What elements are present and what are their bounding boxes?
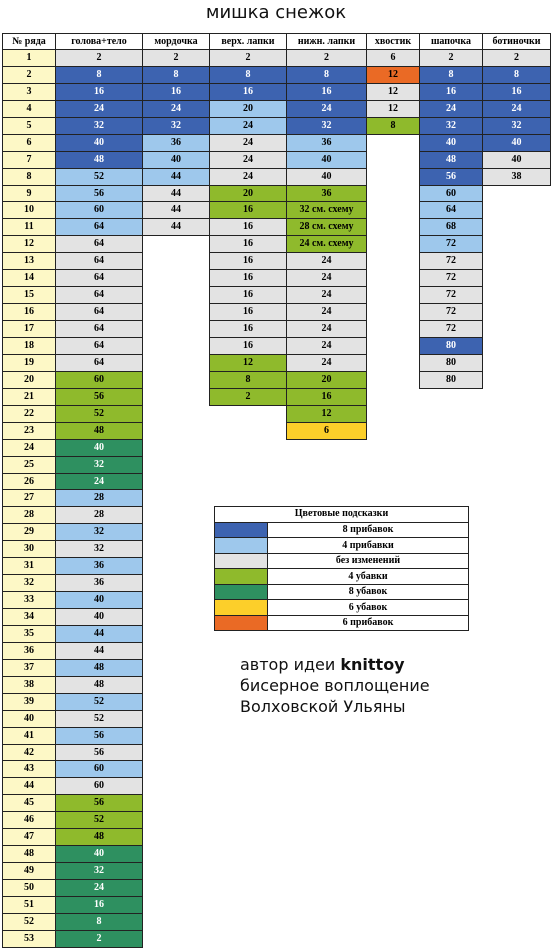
row-number: 52 — [2, 913, 56, 931]
stitch-cell: 24 — [286, 320, 367, 338]
stitch-cell: 16 — [209, 286, 287, 304]
row-number: 17 — [2, 320, 56, 338]
stitch-cell: 6 — [366, 49, 420, 67]
stitch-cell: 24 — [209, 117, 287, 135]
stitch-cell: 40 — [419, 134, 483, 152]
stitch-cell: 16 — [419, 83, 483, 101]
row-number: 20 — [2, 371, 56, 389]
row-number: 29 — [2, 523, 56, 541]
stitch-cell: 2 — [419, 49, 483, 67]
stitch-cell: 24 — [286, 100, 367, 118]
stitch-cell: 24 — [55, 100, 143, 118]
stitch-cell: 40 — [55, 845, 143, 863]
legend-title: Цветовые подсказки — [214, 506, 469, 523]
stitch-cell: 32 — [55, 523, 143, 541]
stitch-cell: 16 — [209, 235, 287, 253]
row-number: 31 — [2, 557, 56, 575]
row-number: 51 — [2, 896, 56, 914]
stitch-cell: 40 — [55, 439, 143, 457]
stitch-cell: 52 — [55, 693, 143, 711]
stitch-cell: 2 — [55, 49, 143, 67]
row-number: 1 — [2, 49, 56, 67]
row-number: 25 — [2, 456, 56, 474]
stitch-cell: 32 — [482, 117, 551, 135]
row-number: 28 — [2, 506, 56, 524]
stitch-cell: 36 — [142, 134, 210, 152]
row-number: 4 — [2, 100, 56, 118]
stitch-cell: 72 — [419, 320, 483, 338]
stitch-cell: 24 — [286, 303, 367, 321]
stitch-cell: 64 — [55, 354, 143, 372]
stitch-cell: 52 — [55, 710, 143, 728]
stitch-cell: 60 — [419, 185, 483, 202]
credit-line-3: Волховской Ульяны — [240, 697, 406, 716]
legend-label: 8 убавок — [267, 584, 469, 600]
row-number: 38 — [2, 676, 56, 694]
stitch-cell: 56 — [55, 388, 143, 406]
row-number: 21 — [2, 388, 56, 406]
stitch-cell: 44 — [142, 168, 210, 186]
stitch-cell: 44 — [55, 642, 143, 660]
stitch-cell: 8 — [482, 66, 551, 84]
stitch-cell: 8 — [419, 66, 483, 84]
stitch-cell: 12 — [366, 100, 420, 118]
legend-label: 8 прибавок — [267, 522, 469, 538]
row-number: 33 — [2, 591, 56, 609]
legend-swatch — [214, 537, 268, 554]
row-number: 26 — [2, 473, 56, 490]
stitch-cell: 28 — [55, 506, 143, 524]
stitch-cell: 24 — [209, 134, 287, 152]
stitch-cell: 2 — [209, 388, 287, 406]
stitch-cell: 24 — [419, 100, 483, 118]
stitch-cell: 24 — [209, 168, 287, 186]
stitch-cell: 48 — [55, 659, 143, 677]
stitch-cell: 40 — [55, 608, 143, 626]
stitch-cell: 6 — [286, 422, 367, 440]
stitch-cell: 40 — [482, 134, 551, 152]
stitch-cell: 24 — [209, 151, 287, 169]
stitch-cell: 24 — [286, 269, 367, 287]
stitch-cell: 44 — [142, 218, 210, 236]
stitch-cell: 8 — [286, 66, 367, 84]
stitch-cell: 80 — [419, 337, 483, 355]
legend-label: 4 прибавки — [267, 537, 469, 554]
stitch-cell: 44 — [142, 201, 210, 219]
stitch-cell: 16 — [209, 83, 287, 101]
stitch-cell: 24 см. схему — [286, 235, 367, 253]
row-number: 23 — [2, 422, 56, 440]
stitch-cell: 36 — [286, 185, 367, 202]
stitch-cell: 40 — [55, 134, 143, 152]
column-header: хвостик — [366, 33, 420, 50]
stitch-cell: 12 — [366, 83, 420, 101]
stitch-cell: 36 — [55, 574, 143, 592]
stitch-cell: 64 — [419, 201, 483, 219]
stitch-cell: 2 — [142, 49, 210, 67]
stitch-cell: 32 — [142, 117, 210, 135]
legend-label: 6 прибавок — [267, 615, 469, 631]
stitch-cell: 36 — [55, 557, 143, 575]
stitch-cell: 2 — [55, 930, 143, 948]
row-number: 9 — [2, 185, 56, 202]
stitch-cell: 72 — [419, 235, 483, 253]
stitch-cell: 16 — [55, 83, 143, 101]
legend-swatch — [214, 553, 268, 569]
stitch-cell: 8 — [209, 371, 287, 389]
stitch-cell: 2 — [482, 49, 551, 67]
stitch-cell: 16 — [286, 83, 367, 101]
stitch-cell: 16 — [209, 218, 287, 236]
stitch-cell: 16 — [209, 269, 287, 287]
row-number: 36 — [2, 642, 56, 660]
row-number: 12 — [2, 235, 56, 253]
row-number: 46 — [2, 811, 56, 829]
legend-swatch — [214, 568, 268, 585]
row-number: 45 — [2, 794, 56, 812]
stitch-cell: 28 см. схему — [286, 218, 367, 236]
stitch-cell: 64 — [55, 286, 143, 304]
stitch-cell: 64 — [55, 337, 143, 355]
row-number: 49 — [2, 862, 56, 880]
stitch-cell: 32 — [55, 862, 143, 880]
row-number: 48 — [2, 845, 56, 863]
stitch-cell: 20 — [286, 371, 367, 389]
row-number: 10 — [2, 201, 56, 219]
stitch-cell: 48 — [419, 151, 483, 169]
stitch-cell: 16 — [482, 83, 551, 101]
credit-author-name: knittoy — [340, 655, 405, 674]
stitch-cell: 24 — [482, 100, 551, 118]
stitch-cell: 24 — [286, 337, 367, 355]
stitch-cell: 8 — [55, 66, 143, 84]
stitch-cell: 32 — [286, 117, 367, 135]
row-number: 13 — [2, 252, 56, 270]
stitch-cell: 24 — [55, 879, 143, 897]
credit-line-author — [240, 654, 430, 675]
legend-swatch — [214, 584, 268, 600]
page-title: мишка снежок — [205, 2, 347, 23]
row-number: 7 — [2, 151, 56, 169]
column-header: голова+тело — [55, 33, 143, 50]
column-header: № ряда — [2, 33, 56, 50]
row-number: 27 — [2, 489, 56, 507]
row-number: 8 — [2, 168, 56, 186]
stitch-cell: 72 — [419, 269, 483, 287]
legend-label: 4 убавки — [267, 568, 469, 585]
stitch-cell: 56 — [55, 185, 143, 202]
stitch-cell: 2 — [209, 49, 287, 67]
stitch-cell: 72 — [419, 303, 483, 321]
row-number: 18 — [2, 337, 56, 355]
stitch-cell: 12 — [366, 66, 420, 84]
stitch-cell: 32 — [55, 540, 143, 558]
stitch-cell: 32 — [419, 117, 483, 135]
stitch-cell: 40 — [482, 151, 551, 169]
stitch-cell: 48 — [55, 422, 143, 440]
row-number: 22 — [2, 405, 56, 423]
stitch-cell: 16 — [209, 337, 287, 355]
stitch-cell: 16 — [209, 201, 287, 219]
stitch-cell: 24 — [286, 252, 367, 270]
stitch-cell: 40 — [55, 591, 143, 609]
stitch-cell: 16 — [142, 83, 210, 101]
stitch-cell: 40 — [286, 168, 367, 186]
row-number: 50 — [2, 879, 56, 897]
row-number: 11 — [2, 218, 56, 236]
row-number: 14 — [2, 269, 56, 287]
stitch-cell: 64 — [55, 218, 143, 236]
stitch-cell: 60 — [55, 201, 143, 219]
legend-label: 6 убавок — [267, 599, 469, 616]
row-number: 30 — [2, 540, 56, 558]
stitch-cell: 40 — [142, 151, 210, 169]
stitch-cell: 32 см. схему — [286, 201, 367, 219]
column-header: мордочка — [142, 33, 210, 50]
stitch-cell: 32 — [55, 456, 143, 474]
stitch-cell: 68 — [419, 218, 483, 236]
row-number: 24 — [2, 439, 56, 457]
stitch-cell: 64 — [55, 320, 143, 338]
stitch-cell: 80 — [419, 371, 483, 389]
stitch-cell: 16 — [209, 303, 287, 321]
row-number: 2 — [2, 66, 56, 84]
legend-swatch — [214, 599, 268, 616]
stitch-cell: 20 — [209, 185, 287, 202]
stitch-cell: 64 — [55, 303, 143, 321]
stitch-cell: 16 — [286, 388, 367, 406]
stitch-cell: 44 — [142, 185, 210, 202]
stitch-cell: 8 — [142, 66, 210, 84]
row-number: 32 — [2, 574, 56, 592]
stitch-cell: 64 — [55, 252, 143, 270]
column-header: верх. лапки — [209, 33, 287, 50]
stitch-cell: 8 — [55, 913, 143, 931]
row-number: 5 — [2, 117, 56, 135]
stitch-cell: 80 — [419, 354, 483, 372]
stitch-cell: 60 — [55, 760, 143, 778]
stitch-cell: 16 — [209, 252, 287, 270]
credit-line-2: бисерное воплощение — [240, 676, 430, 695]
stitch-cell: 8 — [209, 66, 287, 84]
stitch-cell: 24 — [55, 473, 143, 490]
stitch-cell: 64 — [55, 269, 143, 287]
stitch-cell: 36 — [286, 134, 367, 152]
stitch-cell: 38 — [482, 168, 551, 186]
stitch-cell: 60 — [55, 777, 143, 795]
row-number: 39 — [2, 693, 56, 711]
stitch-cell: 24 — [142, 100, 210, 118]
stitch-cell: 60 — [55, 371, 143, 389]
stitch-cell: 56 — [55, 794, 143, 812]
row-number: 34 — [2, 608, 56, 626]
stitch-cell: 48 — [55, 151, 143, 169]
stitch-cell: 52 — [55, 405, 143, 423]
column-header: шапочка — [419, 33, 483, 50]
row-number: 19 — [2, 354, 56, 372]
stitch-cell: 48 — [55, 676, 143, 694]
credit-block — [240, 654, 430, 717]
column-header: нижн. лапки — [286, 33, 367, 50]
stitch-cell: 56 — [55, 744, 143, 761]
stitch-cell: 64 — [55, 235, 143, 253]
stitch-cell: 48 — [55, 828, 143, 846]
row-number: 6 — [2, 134, 56, 152]
stitch-cell: 2 — [286, 49, 367, 67]
row-number: 15 — [2, 286, 56, 304]
stitch-cell: 16 — [209, 320, 287, 338]
row-number: 41 — [2, 727, 56, 745]
row-number: 43 — [2, 760, 56, 778]
stitch-cell: 24 — [286, 286, 367, 304]
legend-swatch — [214, 615, 268, 631]
row-number: 44 — [2, 777, 56, 795]
stitch-cell: 56 — [419, 168, 483, 186]
row-number: 53 — [2, 930, 56, 948]
row-number: 3 — [2, 83, 56, 101]
stitch-cell: 12 — [209, 354, 287, 372]
stitch-cell: 12 — [286, 405, 367, 423]
stitch-cell: 32 — [55, 117, 143, 135]
stitch-cell: 56 — [55, 727, 143, 745]
row-number: 47 — [2, 828, 56, 846]
row-number: 37 — [2, 659, 56, 677]
stitch-cell: 16 — [55, 896, 143, 914]
row-number: 16 — [2, 303, 56, 321]
stitch-cell: 44 — [55, 625, 143, 643]
stitch-cell: 72 — [419, 252, 483, 270]
stitch-cell: 40 — [286, 151, 367, 169]
legend-swatch — [214, 522, 268, 538]
row-number: 40 — [2, 710, 56, 728]
row-number: 35 — [2, 625, 56, 643]
stitch-cell: 8 — [366, 117, 420, 135]
legend-label: без изменений — [267, 553, 469, 569]
credit-author-prefix: автор идеи — [240, 655, 341, 674]
stitch-cell: 20 — [209, 100, 287, 118]
stitch-cell: 72 — [419, 286, 483, 304]
stitch-cell: 52 — [55, 811, 143, 829]
stitch-cell: 52 — [55, 168, 143, 186]
stitch-cell: 28 — [55, 489, 143, 507]
stitch-cell: 24 — [286, 354, 367, 372]
row-number: 42 — [2, 744, 56, 761]
column-header: ботиночки — [482, 33, 551, 50]
